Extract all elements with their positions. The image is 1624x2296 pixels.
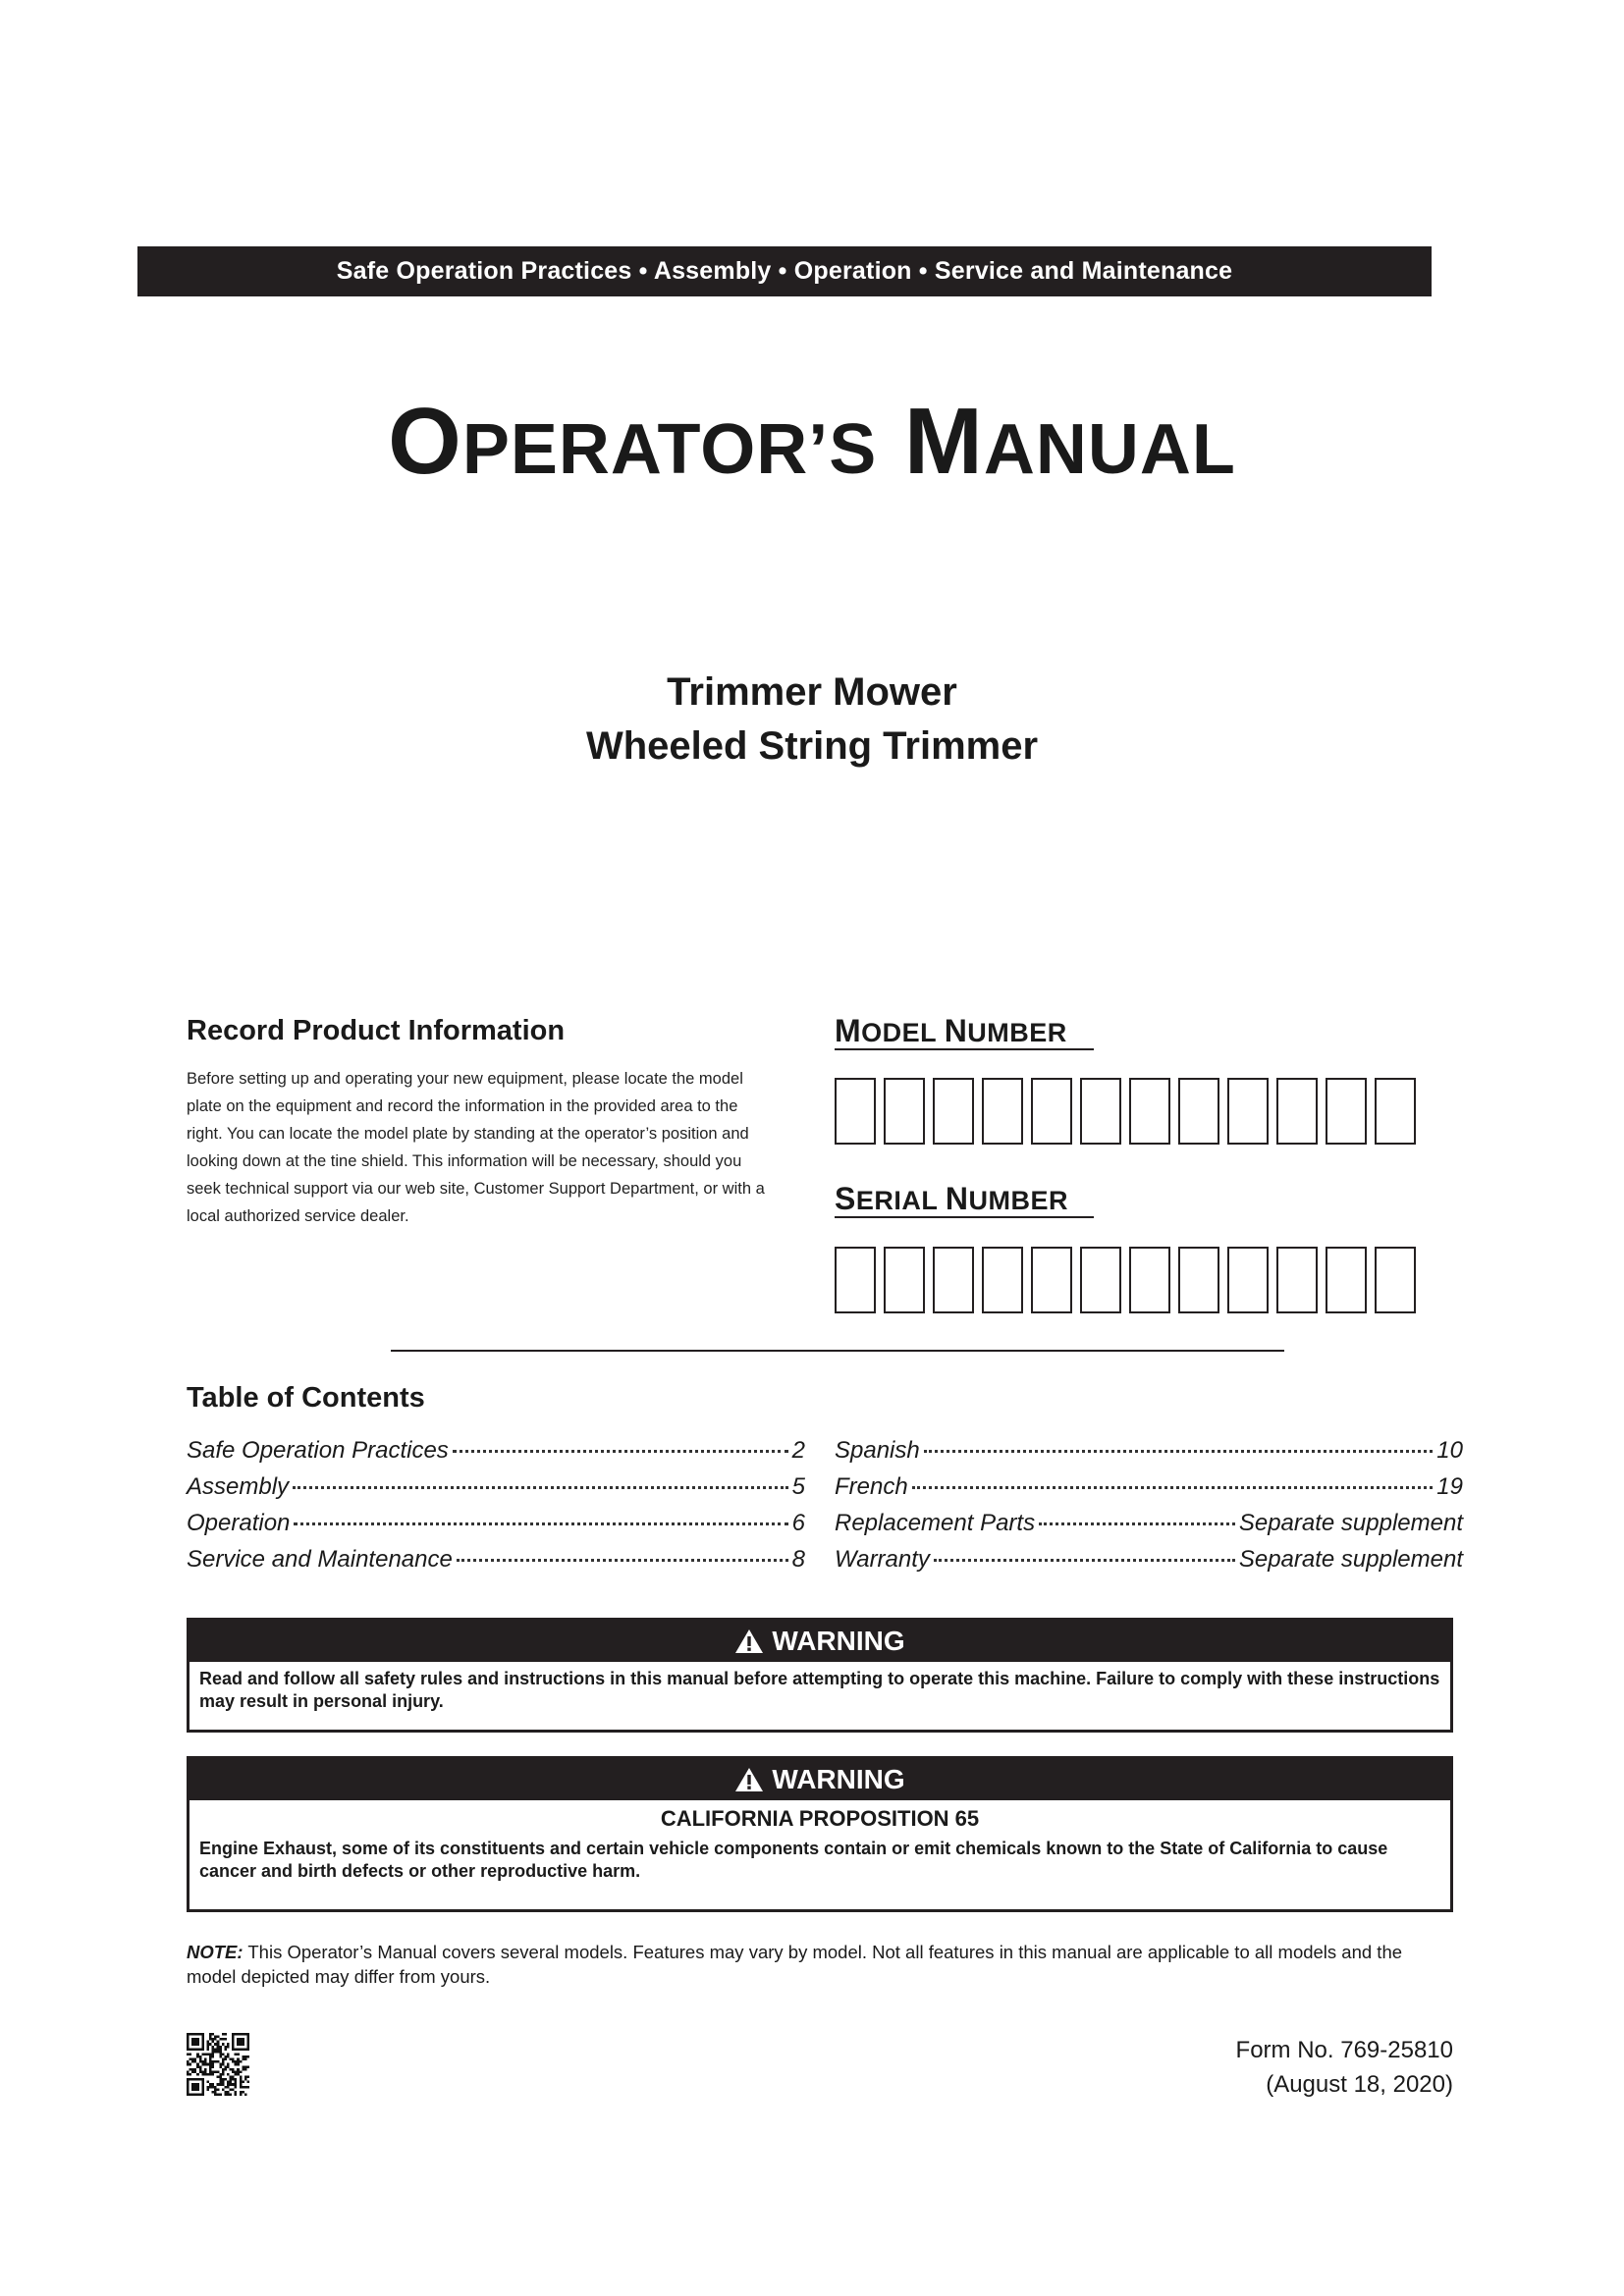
subtitle-line-1: Trimmer Mower xyxy=(667,670,957,714)
model-number-boxes xyxy=(835,1078,1416,1145)
toc-entry xyxy=(835,1473,1463,1510)
toc-entry-label: Operation xyxy=(187,1510,291,1536)
number-entry-box[interactable] xyxy=(1080,1078,1121,1145)
number-entry-box[interactable] xyxy=(982,1247,1023,1313)
toc-entry-page: 2 xyxy=(791,1437,805,1464)
number-entry-box[interactable] xyxy=(933,1078,974,1145)
number-entry-box[interactable] xyxy=(933,1247,974,1313)
number-entry-box[interactable] xyxy=(1276,1078,1318,1145)
toc-entry-label: Spanish xyxy=(835,1437,920,1464)
warning-title: WARNING xyxy=(772,1626,905,1656)
toc-entry-page: 10 xyxy=(1436,1437,1463,1464)
warning-text: Read and follow all safety rules and instructions in this manual before attempting to operate this machine. Failure to comply with these instructions may result in personal injury. xyxy=(199,1669,1440,1711)
number-entry-box[interactable] xyxy=(884,1078,925,1145)
warning-triangle-icon xyxy=(734,1767,764,1792)
toc-leader-dots xyxy=(453,1450,788,1453)
toc-entry xyxy=(835,1437,1463,1473)
form-number: Form No. 769-25810 xyxy=(1235,2037,1453,2063)
serial-number-boxes xyxy=(835,1247,1416,1313)
toc-entry-page: 8 xyxy=(791,1546,805,1573)
toc-entry-page: Separate supplement xyxy=(1238,1510,1463,1536)
number-entry-box[interactable] xyxy=(1276,1247,1318,1313)
toc-entry-label: Service and Maintenance xyxy=(187,1546,453,1573)
warning-box-safety xyxy=(187,1618,1453,1733)
toc-left-column xyxy=(187,1437,805,1582)
page-title xyxy=(0,388,1624,496)
title-cap-m: M xyxy=(903,389,984,494)
toc-right-column xyxy=(835,1437,1463,1582)
warning-header xyxy=(189,1621,1450,1662)
toc-entry-label: Replacement Parts xyxy=(835,1510,1036,1536)
toc-leader-dots xyxy=(457,1559,788,1562)
toc-entry-label: Assembly xyxy=(187,1473,290,1500)
title-cap-o: O xyxy=(388,389,462,494)
number-entry-box[interactable] xyxy=(1227,1078,1269,1145)
number-entry-box[interactable] xyxy=(835,1247,876,1313)
number-entry-box[interactable] xyxy=(1080,1247,1121,1313)
banner-text: Safe Operation Practices • Assembly • Operation • Service and Maintenance xyxy=(336,257,1233,285)
toc-leader-dots xyxy=(924,1450,1434,1453)
model-number-heading: MODEL NUMBER xyxy=(835,1013,1067,1048)
toc-entry xyxy=(187,1437,805,1473)
toc-leader-dots xyxy=(934,1559,1235,1562)
toc-entry xyxy=(187,1546,805,1582)
toc-heading: Table of Contents xyxy=(187,1382,425,1414)
toc-entry xyxy=(187,1510,805,1546)
number-entry-box[interactable] xyxy=(1178,1247,1219,1313)
number-entry-box[interactable] xyxy=(1326,1078,1367,1145)
number-entry-box[interactable] xyxy=(982,1078,1023,1145)
warning-box-prop65 xyxy=(187,1756,1453,1912)
top-banner xyxy=(137,246,1432,296)
record-body: Before setting up and operating your new equipment, please locate the model plate on the equipment and record the information in the provided area to the right. You can locate the model plate by standing at the operator’s position and looking down at the tine shield. This information will be necessary, should you seek technical support via our web site, Customer Support Department, or with a local authorized service dealer. xyxy=(187,1070,765,1225)
record-heading: Record Product Information xyxy=(187,1015,566,1046)
toc-entry xyxy=(835,1510,1463,1546)
warning-header xyxy=(189,1759,1450,1800)
toc-entry-page: 19 xyxy=(1436,1473,1463,1500)
toc-leader-dots xyxy=(912,1486,1434,1489)
number-entry-box[interactable] xyxy=(1129,1247,1170,1313)
toc-leader-dots xyxy=(1039,1522,1235,1525)
toc-leader-dots xyxy=(293,1486,788,1489)
serial-number-heading: SERIAL NUMBER xyxy=(835,1181,1068,1216)
toc-entry-label: Warranty xyxy=(835,1546,930,1573)
number-entry-box[interactable] xyxy=(1031,1078,1072,1145)
toc-entry-page: Separate supplement xyxy=(1238,1546,1463,1573)
form-date: (August 18, 2020) xyxy=(1266,2071,1453,2098)
note-text: This Operator’s Manual covers several models. Features may vary by model. Not all features in this manual are applicable to all models and the model depicted may differ from yours. xyxy=(187,1942,1403,1987)
toc-entry xyxy=(187,1473,805,1510)
number-entry-box[interactable] xyxy=(1178,1078,1219,1145)
toc-entry-label: Safe Operation Practices xyxy=(187,1437,449,1464)
note xyxy=(187,1940,1453,1989)
title-rest-2: ANUAL xyxy=(983,410,1236,489)
subtitle-line-2: Wheeled String Trimmer xyxy=(585,724,1039,768)
warning-text: Engine Exhaust, some of its constituents and certain vehicle components contain or emit chemicals known to the State of California to cause cancer and birth defects or other reproductive harm. xyxy=(199,1839,1388,1881)
toc-entry-page: 6 xyxy=(791,1510,805,1536)
toc-entry xyxy=(835,1546,1463,1582)
toc-leader-dots xyxy=(294,1522,787,1525)
model-number-rule xyxy=(835,1048,1094,1050)
number-entry-box[interactable] xyxy=(1129,1078,1170,1145)
serial-number-rule xyxy=(835,1216,1094,1218)
warning-title: WARNING xyxy=(772,1764,905,1794)
toc-entry-label: French xyxy=(835,1473,908,1500)
number-entry-box[interactable] xyxy=(1326,1247,1367,1313)
warning-triangle-icon xyxy=(734,1629,764,1654)
number-entry-box[interactable] xyxy=(1031,1247,1072,1313)
section-divider xyxy=(391,1350,1284,1352)
note-label: NOTE: xyxy=(187,1942,244,1962)
number-entry-box[interactable] xyxy=(884,1247,925,1313)
number-entry-box[interactable] xyxy=(835,1078,876,1145)
title-rest-1: PERATOR’S xyxy=(461,410,878,489)
toc-entry-page: 5 xyxy=(791,1473,805,1500)
warning-subtitle: CALIFORNIA PROPOSITION 65 xyxy=(660,1806,980,1831)
number-entry-box[interactable] xyxy=(1375,1247,1416,1313)
qr-code-icon xyxy=(187,2033,249,2096)
number-entry-box[interactable] xyxy=(1375,1078,1416,1145)
number-entry-box[interactable] xyxy=(1227,1247,1269,1313)
